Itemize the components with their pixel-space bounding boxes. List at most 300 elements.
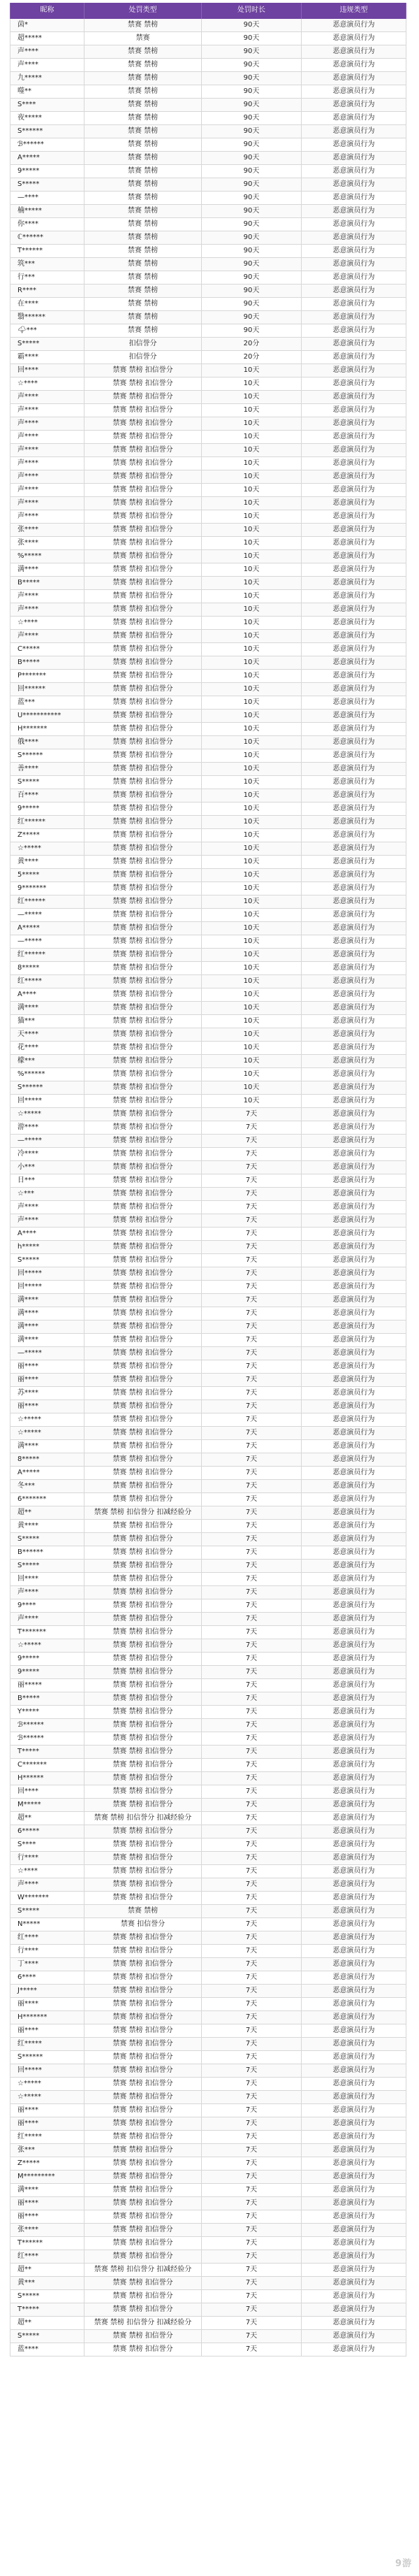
duration-cell: 7天	[202, 2277, 302, 2289]
duration-cell: 7天	[202, 1599, 302, 1612]
nickname-cell: S*****	[10, 2290, 84, 2303]
punishment-type-cell: 禁赛 禁榜 扣信誉分	[84, 1374, 202, 1386]
nickname-cell: 丽*****	[10, 1679, 84, 1692]
table-row	[10, 470, 406, 484]
table-row	[10, 1347, 406, 1360]
punishment-type-cell: 禁赛 禁榜	[84, 112, 202, 124]
table-row	[10, 696, 406, 710]
table-row	[10, 484, 406, 497]
duration-cell: 90天	[202, 178, 302, 191]
duration-cell: 10天	[202, 656, 302, 669]
nickname-cell: ℬ******	[10, 1719, 84, 1732]
punishment-type-cell: 禁赛 禁榜 扣信誉分	[84, 1520, 202, 1532]
nickname-cell: 张****	[10, 2224, 84, 2236]
duration-cell: 7天	[202, 1427, 302, 1439]
violation-type-cell: 恶意演员行为	[302, 2343, 406, 2356]
violation-type-cell: 恶意演员行为	[302, 1028, 406, 1041]
violation-type-cell: 恶意演员行为	[302, 2038, 406, 2050]
violation-type-cell: 恶意演员行为	[302, 643, 406, 656]
nickname-cell: S*****	[10, 1905, 84, 1917]
violation-type-cell: 恶意演员行为	[302, 72, 406, 85]
punishment-type-cell: 禁赛 禁榜 扣信誉分	[84, 696, 202, 709]
table-row	[10, 763, 406, 776]
nickname-cell: 霸****	[10, 351, 84, 364]
punishment-type-cell: 禁赛 禁榜 扣信誉分	[84, 2078, 202, 2090]
violation-type-cell: 恶意演员行为	[302, 710, 406, 722]
violation-type-cell: 恶意演员行为	[302, 1347, 406, 1360]
nickname-cell: 你****	[10, 218, 84, 231]
nickname-cell: 9*****	[10, 1653, 84, 1665]
punishment-type-cell: 禁赛 禁榜 扣信誉分	[84, 603, 202, 616]
nickname-cell: 声****	[10, 417, 84, 430]
violation-type-cell: 恶意演员行为	[302, 1679, 406, 1692]
table-row	[10, 1520, 406, 1533]
table-row	[10, 1719, 406, 1732]
duration-cell: 90天	[202, 231, 302, 244]
duration-cell: 7天	[202, 2078, 302, 2090]
header-nickname: 昵称	[10, 3, 84, 19]
violation-type-cell: 恶意演员行为	[302, 484, 406, 496]
nickname-cell: 丽****	[10, 1400, 84, 1413]
nickname-cell: ℂ******	[10, 231, 84, 244]
nickname-cell: H*******	[10, 2011, 84, 2024]
table-row	[10, 2264, 406, 2277]
nickname-cell: 声****	[10, 1878, 84, 1891]
nickname-cell: 丽****	[10, 2104, 84, 2117]
nickname-cell: B*****	[10, 1692, 84, 1705]
punishment-type-cell: 禁赛 禁榜 扣信誉分	[84, 2277, 202, 2289]
violation-type-cell: 恶意演员行为	[302, 1440, 406, 1453]
duration-cell: 7天	[202, 1719, 302, 1732]
nickname-cell: ☆*****	[10, 1427, 84, 1439]
violation-type-cell: 恶意演员行为	[302, 617, 406, 629]
table-row	[10, 2104, 406, 2117]
nickname-cell: J*****	[10, 1985, 84, 1997]
punishment-type-cell: 禁赛 禁榜 扣信誉分	[84, 2104, 202, 2117]
nickname-cell: T******	[10, 2237, 84, 2250]
violation-type-cell: 恶意演员行为	[302, 258, 406, 271]
nickname-cell: 回****	[10, 1785, 84, 1798]
table-row	[10, 643, 406, 656]
duration-cell: 20分	[202, 338, 302, 350]
table-row	[10, 138, 406, 152]
table-row	[10, 1453, 406, 1467]
duration-cell: 7天	[202, 1759, 302, 1771]
violation-type-cell: 恶意演员行为	[302, 404, 406, 417]
nickname-cell: ☆*****	[10, 2091, 84, 2103]
header-duration: 处罚时长	[202, 3, 302, 19]
table-row	[10, 842, 406, 856]
table-row	[10, 1852, 406, 1865]
duration-cell: 10天	[202, 922, 302, 935]
punishment-type-cell: 禁赛 禁榜 扣信誉分	[84, 988, 202, 1001]
duration-cell: 90天	[202, 72, 302, 85]
table-row	[10, 1746, 406, 1759]
punishment-type-cell: 禁赛 禁榜 扣信誉分	[84, 1334, 202, 1346]
table-row	[10, 895, 406, 909]
duration-cell: 90天	[202, 32, 302, 45]
punishment-type-cell: 禁赛 禁榜 扣信誉分	[84, 1865, 202, 1878]
nickname-cell: 声****	[10, 444, 84, 456]
violation-type-cell: 恶意演员行为	[302, 457, 406, 470]
punishment-type-cell: 禁赛 禁榜 扣信誉分	[84, 656, 202, 669]
punishment-type-cell: 禁赛 禁榜 扣信誉分	[84, 736, 202, 749]
duration-cell: 7天	[202, 1971, 302, 1984]
violation-type-cell: 恶意演员行为	[302, 1839, 406, 1851]
nickname-cell: 游****	[10, 1121, 84, 1134]
table-row	[10, 988, 406, 1002]
duration-cell: 10天	[202, 1002, 302, 1014]
violation-type-cell: 恶意演员行为	[302, 922, 406, 935]
nickname-cell: ℬ******	[10, 138, 84, 151]
violation-type-cell: 恶意演员行为	[302, 1254, 406, 1267]
punishment-type-cell: 禁赛 禁榜 扣信誉分	[84, 404, 202, 417]
duration-cell: 7天	[202, 1958, 302, 1971]
nickname-cell: Y*****	[10, 1706, 84, 1718]
nickname-cell: —*****	[10, 1347, 84, 1360]
nickname-cell: 回****	[10, 1573, 84, 1585]
punishment-type-cell: 禁赛 禁榜 扣信誉分	[84, 1692, 202, 1705]
table-row	[10, 975, 406, 988]
table-row	[10, 1679, 406, 1692]
punishment-type-cell: 禁赛 禁榜 扣信誉分	[84, 962, 202, 974]
nickname-cell: 行***	[10, 271, 84, 284]
duration-cell: 7天	[202, 1148, 302, 1160]
punishment-type-cell: 禁赛 禁榜 扣信誉分	[84, 1732, 202, 1745]
violation-type-cell: 恶意演员行为	[302, 1653, 406, 1665]
table-row	[10, 431, 406, 444]
table-row	[10, 1228, 406, 1241]
table-row	[10, 882, 406, 895]
table-row	[10, 1865, 406, 1878]
duration-cell: 10天	[202, 909, 302, 921]
violation-type-cell: 恶意演员行为	[302, 19, 406, 31]
table-row	[10, 218, 406, 231]
nickname-cell: 声****	[10, 59, 84, 71]
punishment-type-cell: 禁赛 禁榜	[84, 152, 202, 164]
punishment-type-cell: 禁赛 禁榜 扣信誉分	[84, 484, 202, 496]
duration-cell: 10天	[202, 763, 302, 775]
nickname-cell: 九*****	[10, 72, 84, 85]
punishment-type-cell: 禁赛 禁榜 扣信誉分	[84, 563, 202, 576]
nickname-cell: 满****	[10, 1440, 84, 1453]
table-row	[10, 869, 406, 882]
nickname-cell: h*****	[10, 1241, 84, 1253]
duration-cell: 10天	[202, 404, 302, 417]
nickname-cell: S*****	[10, 178, 84, 191]
violation-type-cell: 恶意演员行为	[302, 1852, 406, 1864]
punishment-type-cell: 禁赛 禁榜 扣信誉分	[84, 949, 202, 961]
table-row	[10, 670, 406, 683]
violation-type-cell: 恶意演员行为	[302, 2303, 406, 2316]
punishment-type-cell: 禁赛 禁榜	[84, 19, 202, 31]
nickname-cell: N*****	[10, 1918, 84, 1931]
nickname-cell: 回*****	[10, 1267, 84, 1280]
table-row	[10, 2224, 406, 2237]
punishment-type-cell: 禁赛 禁榜	[84, 298, 202, 310]
punishment-type-cell: 禁赛 禁榜 扣信誉分	[84, 882, 202, 895]
punishment-type-cell: 禁赛 禁榜 扣信誉分	[84, 2290, 202, 2303]
duration-cell: 7天	[202, 1480, 302, 1492]
violation-type-cell: 恶意演员行为	[302, 1533, 406, 1546]
duration-cell: 10天	[202, 869, 302, 882]
punishment-type-cell: 禁赛 禁榜	[84, 165, 202, 178]
punishment-type-cell: 禁赛 禁榜 扣信誉分	[84, 1746, 202, 1758]
punishment-type-cell: 禁赛 禁榜 扣信誉分	[84, 789, 202, 802]
nickname-cell: 筑***	[10, 258, 84, 271]
table-row	[10, 710, 406, 723]
nickname-cell: 黄****	[10, 856, 84, 868]
duration-cell: 10天	[202, 457, 302, 470]
duration-cell: 90天	[202, 125, 302, 138]
duration-cell: 7天	[202, 1347, 302, 1360]
punishment-type-cell: 禁赛 禁榜 扣信誉分	[84, 829, 202, 842]
table-row	[10, 258, 406, 271]
duration-cell: 90天	[202, 271, 302, 284]
violation-type-cell: 恶意演员行为	[302, 1413, 406, 1426]
violation-type-cell: 恶意演员行为	[302, 2210, 406, 2223]
violation-type-cell: 恶意演员行为	[302, 1985, 406, 1997]
violation-type-cell: 恶意演员行为	[302, 1334, 406, 1346]
duration-cell: 7天	[202, 2144, 302, 2157]
punishment-type-cell: 禁赛 禁榜 扣信誉分	[84, 1254, 202, 1267]
duration-cell: 7天	[202, 2038, 302, 2050]
violation-type-cell: 恶意演员行为	[302, 1387, 406, 1399]
table-row	[10, 99, 406, 112]
violation-type-cell: 恶意演员行为	[302, 656, 406, 669]
duration-cell: 90天	[202, 165, 302, 178]
nickname-cell: 6****	[10, 1971, 84, 1984]
nickname-cell: T******	[10, 245, 84, 257]
violation-type-cell: 恶意演员行为	[302, 1759, 406, 1771]
punishment-type-cell: 禁赛 禁榜	[84, 59, 202, 71]
table-row	[10, 377, 406, 391]
punishment-type-cell: 禁赛 禁榜	[84, 324, 202, 337]
violation-type-cell: 恶意演员行为	[302, 1772, 406, 1785]
punishment-type-cell: 禁赛 禁榜 扣信誉分	[84, 1387, 202, 1399]
duration-cell: 10天	[202, 590, 302, 603]
violation-type-cell: 恶意演员行为	[302, 417, 406, 430]
punishment-type-cell: 禁赛 禁榜 扣信誉分	[84, 1413, 202, 1426]
table-row	[10, 1081, 406, 1095]
duration-cell: 90天	[202, 298, 302, 310]
nickname-cell: 满****	[10, 1307, 84, 1320]
violation-type-cell: 恶意演员行为	[302, 431, 406, 443]
nickname-cell: 声****	[10, 470, 84, 483]
duration-cell: 10天	[202, 710, 302, 722]
violation-type-cell: 恶意演员行为	[302, 2024, 406, 2037]
punishment-type-cell: 禁赛 禁榜 扣信誉分	[84, 2011, 202, 2024]
punishment-type-cell: 禁赛 禁榜 扣信誉分	[84, 1839, 202, 1851]
punishment-type-cell: 禁赛 禁榜 扣信誉分	[84, 1998, 202, 2010]
violation-type-cell: 恶意演员行为	[302, 2157, 406, 2170]
nickname-cell: A****	[10, 1228, 84, 1240]
punishment-type-cell: 禁赛 禁榜 扣信誉分	[84, 2184, 202, 2196]
duration-cell: 7天	[202, 1692, 302, 1705]
duration-cell: 10天	[202, 723, 302, 735]
nickname-cell: 声****	[10, 484, 84, 496]
duration-cell: 10天	[202, 829, 302, 842]
violation-type-cell: 恶意演员行为	[302, 351, 406, 364]
violation-type-cell: 恶意演员行为	[302, 1228, 406, 1240]
punishment-type-cell: 禁赛 禁榜 扣信誉分	[84, 590, 202, 603]
nickname-cell: 茵*	[10, 19, 84, 31]
nickname-cell: S*****	[10, 338, 84, 350]
violation-type-cell: 恶意演员行为	[302, 1042, 406, 1054]
punishment-type-cell: 禁赛 禁榜 扣信誉分	[84, 1945, 202, 1957]
nickname-cell: 丽****	[10, 2024, 84, 2037]
violation-type-cell: 恶意演员行为	[302, 1692, 406, 1705]
nickname-cell: 红*****	[10, 2038, 84, 2050]
duration-cell: 10天	[202, 417, 302, 430]
violation-type-cell: 恶意演员行为	[302, 1785, 406, 1798]
violation-type-cell: 恶意演员行为	[302, 683, 406, 696]
table-row	[10, 1931, 406, 1945]
punishment-type-cell: 禁赛 禁榜 扣信誉分	[84, 1055, 202, 1067]
violation-type-cell: 恶意演员行为	[302, 1281, 406, 1293]
duration-cell: 7天	[202, 1161, 302, 1174]
table-row	[10, 1998, 406, 2011]
punishment-type-cell: 禁赛 禁榜	[84, 85, 202, 98]
nickname-cell: 回*****	[10, 1095, 84, 1107]
table-row	[10, 1878, 406, 1892]
punishment-type-cell: 禁赛 禁榜 扣信誉分	[84, 935, 202, 948]
punishment-type-cell: 禁赛 禁榜 扣信誉分	[84, 1214, 202, 1227]
punishment-type-cell: 禁赛 禁榜 扣信誉分 扣减经验分	[84, 2317, 202, 2329]
table-row	[10, 776, 406, 789]
nickname-cell: S*****	[10, 1560, 84, 1572]
duration-cell: 10天	[202, 696, 302, 709]
violation-type-cell: 恶意演员行为	[302, 470, 406, 483]
duration-cell: 10天	[202, 736, 302, 749]
duration-cell: 7天	[202, 1785, 302, 1798]
nickname-cell: 声****	[10, 497, 84, 510]
violation-type-cell: 恶意演员行为	[302, 1294, 406, 1307]
violation-type-cell: 恶意演员行为	[302, 1546, 406, 1559]
nickname-cell: 6*******	[10, 1493, 84, 1506]
table-row	[10, 537, 406, 550]
nickname-cell: ☆*****	[10, 2078, 84, 2090]
punishment-type-cell: 禁赛 禁榜 扣信誉分	[84, 1267, 202, 1280]
nickname-cell: 丽****	[10, 2197, 84, 2210]
nickname-cell: 檬***	[10, 1055, 84, 1067]
punishment-type-cell: 禁赛 禁榜 扣信誉分	[84, 550, 202, 563]
duration-cell: 7天	[202, 1746, 302, 1758]
table-row	[10, 2303, 406, 2317]
table-row	[10, 59, 406, 72]
violation-type-cell: 恶意演员行为	[302, 1560, 406, 1572]
duration-cell: 7天	[202, 1666, 302, 1678]
duration-cell: 10天	[202, 962, 302, 974]
duration-cell: 7天	[202, 1413, 302, 1426]
nickname-cell: 回*****	[10, 1281, 84, 1293]
table-row	[10, 1174, 406, 1188]
duration-cell: 7天	[202, 1400, 302, 1413]
nickname-cell: 行****	[10, 1945, 84, 1957]
punishment-type-cell: 禁赛	[84, 32, 202, 45]
duration-cell: 10天	[202, 1095, 302, 1107]
nickname-cell: 黄****	[10, 1520, 84, 1532]
duration-cell: 10天	[202, 484, 302, 496]
violation-type-cell: 恶意演员行为	[302, 2237, 406, 2250]
violation-type-cell: 恶意演员行为	[302, 789, 406, 802]
punishment-type-cell: 禁赛 禁榜 扣信誉分	[84, 909, 202, 921]
punishment-type-cell: 禁赛 禁榜 扣信誉分	[84, 1878, 202, 1891]
violation-type-cell: 恶意演员行为	[302, 816, 406, 828]
nickname-cell: C*******	[10, 1759, 84, 1771]
punishment-type-cell: 禁赛 禁榜 扣信誉分	[84, 391, 202, 403]
duration-cell: 7天	[202, 1108, 302, 1121]
table-row	[10, 1042, 406, 1055]
duration-cell: 7天	[202, 1878, 302, 1891]
duration-cell: 7天	[202, 1639, 302, 1652]
nickname-cell: T*****	[10, 2303, 84, 2316]
duration-cell: 7天	[202, 1706, 302, 1718]
violation-type-cell: 恶意演员行为	[302, 364, 406, 377]
violation-type-cell: 恶意演员行为	[302, 1081, 406, 1094]
violation-type-cell: 恶意演员行为	[302, 1520, 406, 1532]
violation-type-cell: 恶意演员行为	[302, 1998, 406, 2010]
punishment-type-cell: 禁赛 禁榜 扣信誉分	[84, 1161, 202, 1174]
punishment-type-cell: 禁赛 禁榜 扣信誉分	[84, 1002, 202, 1014]
table-row	[10, 1692, 406, 1706]
violation-type-cell: 恶意演员行为	[302, 112, 406, 124]
table-row	[10, 1971, 406, 1985]
table-row	[10, 1387, 406, 1400]
duration-cell: 7天	[202, 1679, 302, 1692]
duration-cell: 10天	[202, 776, 302, 789]
table-row	[10, 935, 406, 949]
violation-type-cell: 恶意演员行为	[302, 1002, 406, 1014]
nickname-cell: 丁****	[10, 1958, 84, 1971]
nickname-cell: —*****	[10, 935, 84, 948]
duration-cell: 7天	[202, 1799, 302, 1811]
table-row	[10, 1639, 406, 1653]
nickname-cell: H******	[10, 1772, 84, 1785]
table-row	[10, 1905, 406, 1918]
violation-type-cell: 恶意演员行为	[302, 231, 406, 244]
violation-type-cell: 恶意演员行为	[302, 563, 406, 576]
punishment-type-cell: 禁赛 禁榜 扣信誉分	[84, 1772, 202, 1785]
punishment-type-cell: 禁赛 禁榜 扣信誉分	[84, 1931, 202, 1944]
punishment-type-cell: 禁赛 禁榜 扣信誉分	[84, 577, 202, 589]
table-row	[10, 2144, 406, 2157]
nickname-cell: S*****	[10, 1533, 84, 1546]
nickname-cell: 回*****	[10, 2064, 84, 2077]
violation-type-cell: 恶意演员行为	[302, 882, 406, 895]
punishment-type-cell: 禁赛 禁榜 扣信誉分	[84, 1095, 202, 1107]
violation-type-cell: 恶意演员行为	[302, 2117, 406, 2130]
punishment-type-cell: 禁赛 禁榜 扣信誉分	[84, 1360, 202, 1373]
nickname-cell: U***********	[10, 710, 84, 722]
punishment-type-cell: 禁赛 禁榜 扣信誉分	[84, 1852, 202, 1864]
nickname-cell: ☆*****	[10, 1108, 84, 1121]
nickname-cell: 回****	[10, 364, 84, 377]
duration-cell: 7天	[202, 2131, 302, 2143]
violation-type-cell: 恶意演员行为	[302, 1015, 406, 1028]
nickname-cell: 丽****	[10, 1374, 84, 1386]
violation-type-cell: 恶意演员行为	[302, 1945, 406, 1957]
violation-type-cell: 恶意演员行为	[302, 696, 406, 709]
punishment-type-cell: 禁赛 禁榜 扣信誉分	[84, 1281, 202, 1293]
duration-cell: 7天	[202, 2024, 302, 2037]
duration-cell: 90天	[202, 138, 302, 151]
duration-cell: 7天	[202, 1533, 302, 1546]
duration-cell: 7天	[202, 2171, 302, 2183]
punishment-type-cell: 禁赛 禁榜	[84, 205, 202, 217]
nickname-cell: S******	[10, 125, 84, 138]
punishment-type-cell: 禁赛 禁榜 扣信誉分	[84, 1719, 202, 1732]
